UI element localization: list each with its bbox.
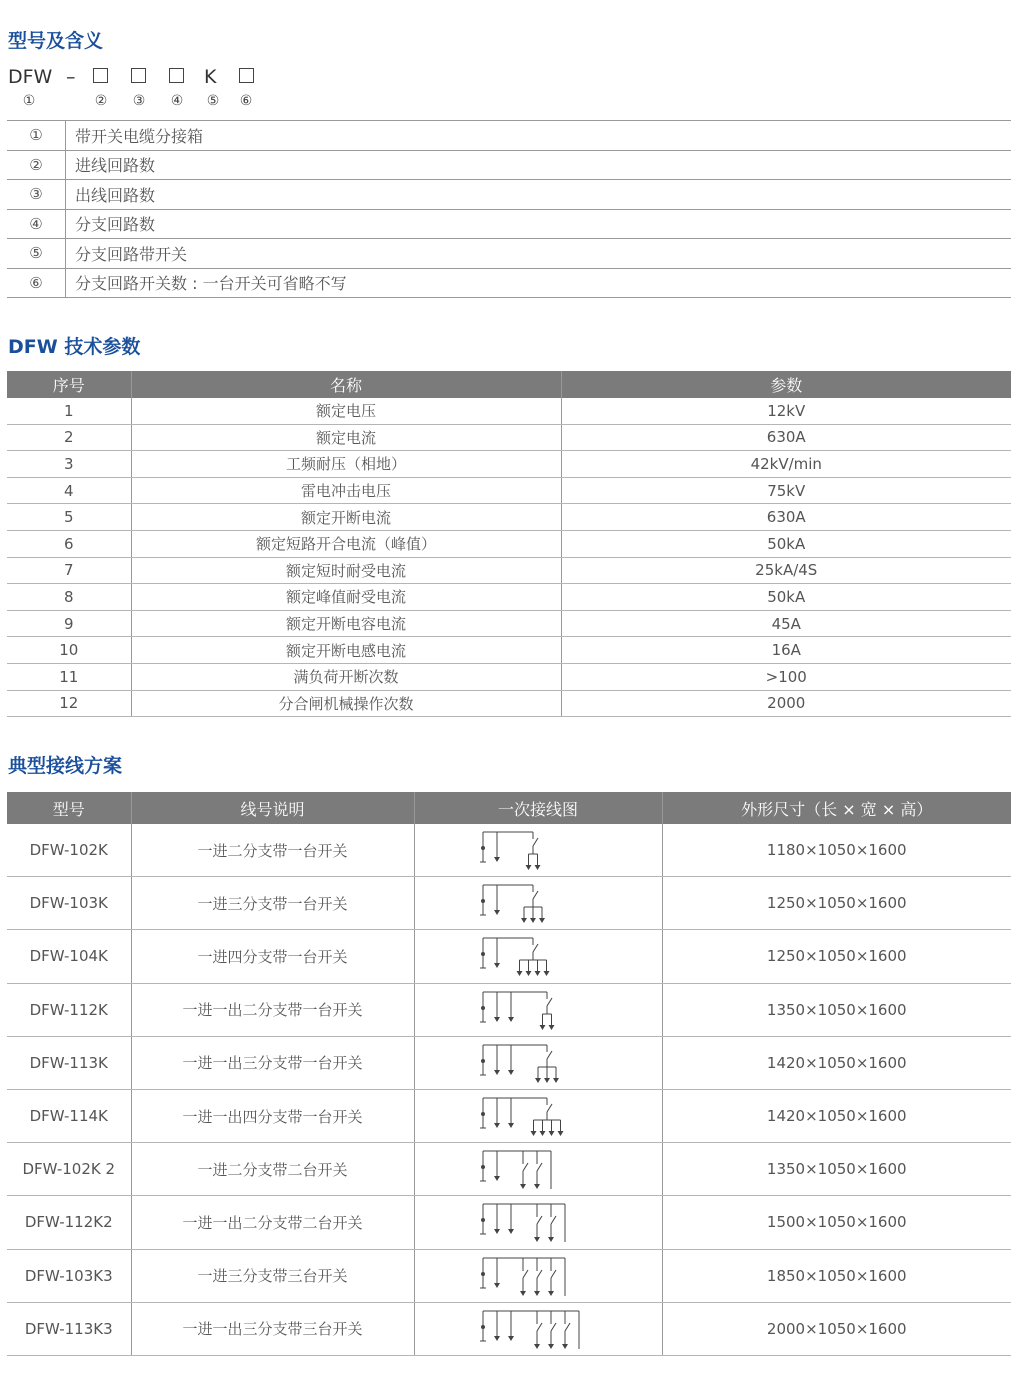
branch-arrow: [562, 1344, 568, 1349]
scheme-header-model: 型号: [7, 792, 131, 824]
scheme-model: DFW-103K3: [7, 1249, 131, 1302]
scheme-desc: 一进一出四分支带一台开关: [131, 1089, 414, 1142]
code-box-6: [239, 68, 254, 83]
meaning-row: [7, 209, 1011, 239]
param-name: 分合闸机械操作次数: [131, 690, 561, 717]
params-row: [7, 398, 1011, 424]
scheme-section-title: 典型接线方案: [8, 755, 123, 777]
meaning-number: ⑤: [7, 239, 66, 269]
scheme-desc: 一进一出二分支带一台开关: [131, 983, 414, 1036]
incoming-node: [481, 1272, 485, 1276]
branch-arrow: [540, 1131, 546, 1136]
param-index: 11: [7, 663, 131, 690]
param-index: 1: [7, 398, 131, 424]
params-section-title: DFW 技术参数: [8, 336, 141, 358]
param-value: 25kA/4S: [561, 557, 1011, 584]
wiring-diagram: [473, 1252, 603, 1300]
scheme-model: DFW-114K: [7, 1089, 131, 1142]
branch-arrow: [534, 1237, 540, 1242]
wiring-diagram: [473, 826, 603, 874]
wiring-diagram: [473, 1145, 603, 1193]
switch-blade: [533, 944, 538, 952]
branch-arrow: [548, 1344, 554, 1349]
branch-arrow: [530, 918, 536, 923]
params-row: [7, 424, 1011, 451]
scheme-row: [7, 1143, 1011, 1196]
param-name: 额定电流: [131, 424, 561, 451]
scheme-row: [7, 824, 1011, 877]
scheme-diagram-cell: [414, 983, 662, 1036]
param-value: 50kA: [561, 584, 1011, 611]
wiring-diagram: [473, 932, 603, 980]
switch-blade: [551, 1270, 556, 1278]
param-index: 2: [7, 424, 131, 451]
scheme-model: DFW-104K: [7, 930, 131, 983]
param-index: 3: [7, 451, 131, 478]
branch-arrow: [520, 1184, 526, 1189]
param-name: 额定电压: [131, 398, 561, 424]
param-index: 9: [7, 610, 131, 637]
feeder-arrow: [494, 1176, 500, 1181]
switch-blade: [565, 1323, 570, 1331]
param-value: 2000: [561, 690, 1011, 717]
branch-arrow: [544, 971, 550, 976]
scheme-size: 1500×1050×1600: [662, 1196, 1011, 1249]
param-value: 630A: [561, 424, 1011, 451]
scheme-model: DFW-102K 2: [7, 1143, 131, 1196]
meaning-row: [7, 121, 1011, 151]
params-row: [7, 690, 1011, 717]
branch-arrow: [558, 1131, 564, 1136]
wiring-diagram: [473, 1198, 603, 1246]
scheme-diagram-cell: [414, 1036, 662, 1089]
switch-blade: [533, 891, 538, 899]
scheme-model: DFW-112K: [7, 983, 131, 1036]
feeder-arrow: [494, 1123, 500, 1128]
scheme-desc: 一进三分支带三台开关: [131, 1249, 414, 1302]
wiring-diagram: [473, 879, 603, 927]
branch-arrow: [549, 1025, 555, 1030]
meaning-number: ④: [7, 209, 66, 239]
feeder-arrow: [494, 910, 500, 915]
incoming-node: [481, 1325, 485, 1329]
switch-blade: [537, 1323, 542, 1331]
incoming-node: [481, 1165, 485, 1169]
incoming-node: [481, 899, 485, 903]
scheme-diagram-cell: [414, 877, 662, 930]
scheme-desc: 一进一出二分支带二台开关: [131, 1196, 414, 1249]
switch-blade: [523, 1163, 528, 1171]
switch-blade: [547, 998, 552, 1006]
branch-arrow: [544, 1078, 550, 1083]
param-name: 工频耐压（相地）: [131, 451, 561, 478]
scheme-header-size: 外形尺寸（长 × 宽 × 高）: [662, 792, 1011, 824]
feeder-arrow: [508, 1336, 514, 1341]
params-row: [7, 557, 1011, 584]
scheme-size: 1350×1050×1600: [662, 1143, 1011, 1196]
params-header-value: 参数: [561, 371, 1011, 398]
scheme-diagram-cell: [414, 1196, 662, 1249]
scheme-row: [7, 1036, 1011, 1089]
scheme-diagram-cell: [414, 930, 662, 983]
scheme-row: [7, 983, 1011, 1036]
branch-arrow: [534, 1184, 540, 1189]
params-row: [7, 504, 1011, 531]
scheme-row: [7, 1089, 1011, 1142]
param-name: 额定峰值耐受电流: [131, 584, 561, 611]
param-name: 雷电冲击电压: [131, 477, 561, 504]
scheme-diagram-cell: [414, 824, 662, 877]
scheme-size: 2000×1050×1600: [662, 1302, 1011, 1355]
switch-blade: [537, 1216, 542, 1224]
branch-arrow: [534, 1291, 540, 1296]
branch-arrow: [534, 1344, 540, 1349]
switch-blade: [551, 1323, 556, 1331]
model-dash: –: [66, 66, 76, 88]
params-header-index: 序号: [7, 371, 131, 398]
meaning-text: 分支回路开关数 : 一台开关可省略不写: [66, 268, 1012, 298]
scheme-header-diagram: 一次接线图: [414, 792, 662, 824]
model-prefix: DFW: [8, 66, 53, 88]
branch-arrow: [521, 918, 527, 923]
feeder-arrow: [494, 1283, 500, 1288]
meaning-number: ②: [7, 150, 66, 180]
param-index: 12: [7, 690, 131, 717]
feeder-arrow: [494, 963, 500, 968]
incoming-node: [481, 1112, 485, 1116]
scheme-model: DFW-113K3: [7, 1302, 131, 1355]
branch-arrow: [539, 918, 545, 923]
scheme-desc: 一进二分支带二台开关: [131, 1143, 414, 1196]
incoming-node: [481, 1006, 485, 1010]
params-header-name: 名称: [131, 371, 561, 398]
params-row: [7, 584, 1011, 611]
scheme-row: [7, 1302, 1011, 1355]
param-name: 额定短时耐受电流: [131, 557, 561, 584]
scheme-size: 1420×1050×1600: [662, 1089, 1011, 1142]
scheme-diagram-cell: [414, 1249, 662, 1302]
meaning-row: [7, 239, 1011, 269]
param-index: 7: [7, 557, 131, 584]
scheme-desc: 一进四分支带一台开关: [131, 930, 414, 983]
param-value: 16A: [561, 637, 1011, 664]
scheme-desc: 一进三分支带一台开关: [131, 877, 414, 930]
branch-arrow: [535, 971, 541, 976]
params-row: [7, 451, 1011, 478]
param-name: 额定开断电感电流: [131, 637, 561, 664]
param-index: 5: [7, 504, 131, 531]
scheme-diagram-cell: [414, 1302, 662, 1355]
scheme-size: 1420×1050×1600: [662, 1036, 1011, 1089]
scheme-desc: 一进一出三分支带三台开关: [131, 1302, 414, 1355]
scheme-row: [7, 1196, 1011, 1249]
scheme-model: DFW-113K: [7, 1036, 131, 1089]
branch-arrow: [540, 1025, 546, 1030]
params-row: [7, 637, 1011, 664]
branch-arrow: [548, 1237, 554, 1242]
switch-blade: [537, 1163, 542, 1171]
code-num-4: ④: [170, 93, 184, 109]
scheme-header-desc: 线号说明: [131, 792, 414, 824]
switch-blade: [523, 1270, 528, 1278]
incoming-node: [481, 846, 485, 850]
param-index: 4: [7, 477, 131, 504]
param-index: 6: [7, 530, 131, 557]
meaning-row: [7, 150, 1011, 180]
incoming-node: [481, 1059, 485, 1063]
branch-arrow: [535, 865, 541, 870]
switch-blade: [547, 1104, 552, 1112]
code-num-2: ②: [94, 93, 108, 109]
wiring-diagram: [473, 1039, 603, 1087]
feeder-arrow: [494, 1070, 500, 1075]
scheme-model: DFW-103K: [7, 877, 131, 930]
code-num-3: ③: [132, 93, 146, 109]
scheme-model: DFW-102K: [7, 824, 131, 877]
scheme-size: 1850×1050×1600: [662, 1249, 1011, 1302]
code-box-3: [131, 68, 146, 83]
param-value: 42kV/min: [561, 451, 1011, 478]
scheme-diagram-cell: [414, 1089, 662, 1142]
scheme-desc: 一进二分支带一台开关: [131, 824, 414, 877]
meaning-row: [7, 180, 1011, 210]
feeder-arrow: [494, 857, 500, 862]
scheme-size: 1180×1050×1600: [662, 824, 1011, 877]
scheme-row: [7, 930, 1011, 983]
branch-arrow: [517, 971, 523, 976]
feeder-arrow: [494, 1336, 500, 1341]
scheme-size: 1250×1050×1600: [662, 877, 1011, 930]
incoming-node: [481, 952, 485, 956]
param-name: 额定开断电流: [131, 504, 561, 531]
meaning-text: 进线回路数: [66, 150, 1012, 180]
feeder-arrow: [508, 1017, 514, 1022]
param-value: 50kA: [561, 530, 1011, 557]
scheme-desc: 一进一出三分支带一台开关: [131, 1036, 414, 1089]
meaning-number: ③: [7, 180, 66, 210]
code-num-1: ①: [22, 93, 36, 109]
meaning-number: ①: [7, 121, 66, 151]
meaning-row: [7, 268, 1011, 298]
meaning-number: ⑥: [7, 268, 66, 298]
model-section-title: 型号及含义: [8, 30, 104, 52]
param-name: 额定短路开合电流（峰值）: [131, 530, 561, 557]
params-table: [7, 371, 1011, 717]
wiring-diagram: [473, 1305, 603, 1353]
wiring-diagram: [473, 986, 603, 1034]
branch-arrow: [526, 865, 532, 870]
param-value: 630A: [561, 504, 1011, 531]
scheme-size: 1250×1050×1600: [662, 930, 1011, 983]
param-index: 8: [7, 584, 131, 611]
feeder-arrow: [508, 1070, 514, 1075]
branch-arrow: [520, 1291, 526, 1296]
feeder-arrow: [508, 1123, 514, 1128]
switch-blade: [533, 838, 538, 846]
params-row: [7, 610, 1011, 637]
switch-blade: [551, 1216, 556, 1224]
model-letter-k: K: [204, 66, 217, 88]
params-row: [7, 530, 1011, 557]
code-box-4: [169, 68, 184, 83]
scheme-size: 1350×1050×1600: [662, 983, 1011, 1036]
scheme-diagram-cell: [414, 1143, 662, 1196]
params-row: [7, 663, 1011, 690]
branch-arrow: [526, 971, 532, 976]
code-num-6: ⑥: [239, 93, 253, 109]
param-name: 满负荷开断次数: [131, 663, 561, 690]
branch-arrow: [531, 1131, 537, 1136]
meaning-text: 分支回路数: [66, 209, 1012, 239]
feeder-arrow: [508, 1229, 514, 1234]
branch-arrow: [553, 1078, 559, 1083]
branch-arrow: [548, 1291, 554, 1296]
incoming-node: [481, 1218, 485, 1222]
switch-blade: [547, 1051, 552, 1059]
feeder-arrow: [494, 1229, 500, 1234]
param-index: 10: [7, 637, 131, 664]
param-value: 45A: [561, 610, 1011, 637]
switch-blade: [537, 1270, 542, 1278]
meaning-text: 带开关电缆分接箱: [66, 121, 1012, 151]
meaning-table: [7, 120, 1011, 298]
param-value: 75kV: [561, 477, 1011, 504]
branch-arrow: [535, 1078, 541, 1083]
scheme-row: [7, 1249, 1011, 1302]
code-box-2: [93, 68, 108, 83]
meaning-text: 出线回路数: [66, 180, 1012, 210]
code-num-5: ⑤: [206, 93, 220, 109]
param-value: 12kV: [561, 398, 1011, 424]
params-row: [7, 477, 1011, 504]
meaning-text: 分支回路带开关: [66, 239, 1012, 269]
scheme-table: [7, 792, 1011, 1356]
param-value: >100: [561, 663, 1011, 690]
wiring-diagram: [473, 1092, 603, 1140]
scheme-row: [7, 877, 1011, 930]
scheme-model: DFW-112K2: [7, 1196, 131, 1249]
param-name: 额定开断电容电流: [131, 610, 561, 637]
feeder-arrow: [494, 1017, 500, 1022]
branch-arrow: [549, 1131, 555, 1136]
